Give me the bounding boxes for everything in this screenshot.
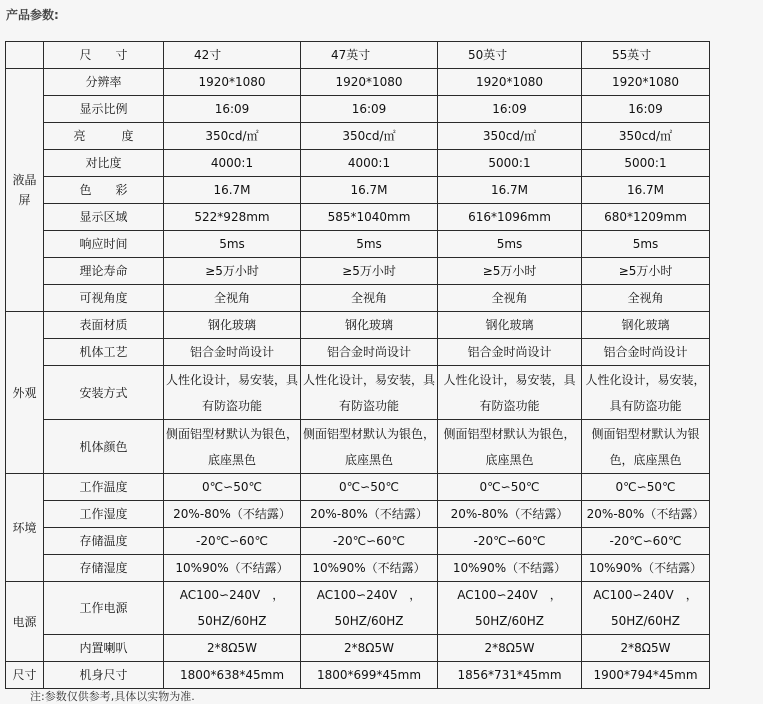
value-cell: 铝合金时尚设计 <box>164 339 301 366</box>
value-cell: 1920*1080 <box>164 69 301 96</box>
table-row <box>6 123 710 150</box>
value-cell: 350cd/㎡ <box>438 123 582 150</box>
value-cell: 钢化玻璃 <box>438 312 582 339</box>
row-label: 亮 度 <box>44 123 164 150</box>
value-cell: 侧面铝型材默认为银色，底座黑色 <box>301 420 438 474</box>
table-row <box>6 474 710 501</box>
value-cell: 20%-80%（不结露） <box>438 501 582 528</box>
table-row <box>6 555 710 582</box>
value-cell: 钢化玻璃 <box>164 312 301 339</box>
value-cell: 16:09 <box>301 96 438 123</box>
row-label: 存储湿度 <box>44 555 164 582</box>
row-label: 内置喇叭 <box>44 635 164 662</box>
value-cell: 350cd/㎡ <box>301 123 438 150</box>
value-cell: 16:09 <box>582 96 710 123</box>
value-cell: 人性化设计，易安装，具有防盗功能 <box>438 366 582 420</box>
table-row <box>6 366 710 420</box>
value-cell: 5ms <box>438 231 582 258</box>
value-cell: 0℃∽50℃ <box>164 474 301 501</box>
value-cell: 5ms <box>301 231 438 258</box>
table-row <box>6 231 710 258</box>
value-cell: 20%-80%（不结露） <box>301 501 438 528</box>
value-cell: 人性化设计，易安装，具有防盗功能 <box>582 366 710 420</box>
size-cell: 55英寸 <box>582 42 710 69</box>
value-cell: -20℃∽60℃ <box>301 528 438 555</box>
value-cell: 10%90%（不结露） <box>164 555 301 582</box>
value-cell: 680*1209mm <box>582 204 710 231</box>
value-cell: 铝合金时尚设计 <box>301 339 438 366</box>
value-cell: 16:09 <box>438 96 582 123</box>
row-label: 存储温度 <box>44 528 164 555</box>
category-cell-power: 电源 <box>6 582 44 662</box>
value-cell: AC100∽240V ，50HZ/60HZ <box>582 582 710 635</box>
row-label: 对比度 <box>44 150 164 177</box>
value-cell: 5000:1 <box>438 150 582 177</box>
value-cell: 10%90%（不结露） <box>438 555 582 582</box>
value-cell: 2*8Ω5W <box>582 635 710 662</box>
row-label: 显示比例 <box>44 96 164 123</box>
value-cell: -20℃∽60℃ <box>164 528 301 555</box>
row-label: 机身尺寸 <box>44 662 164 689</box>
category-cell-appearance: 外观 <box>6 312 44 474</box>
value-cell: -20℃∽60℃ <box>582 528 710 555</box>
table-row <box>6 285 710 312</box>
value-cell: 20%-80%（不结露） <box>582 501 710 528</box>
row-label: 安装方式 <box>44 366 164 420</box>
category-cell-lcd: 液晶屏 <box>6 69 44 312</box>
table-row <box>6 42 710 69</box>
row-label: 理论寿命 <box>44 258 164 285</box>
row-label: 工作温度 <box>44 474 164 501</box>
value-cell: 16.7M <box>301 177 438 204</box>
table-row <box>6 258 710 285</box>
value-cell: -20℃∽60℃ <box>438 528 582 555</box>
size-cell: 50英寸 <box>438 42 582 69</box>
value-cell: 20%-80%（不结露） <box>164 501 301 528</box>
value-cell: 1920*1080 <box>301 69 438 96</box>
value-cell: 1920*1080 <box>438 69 582 96</box>
value-cell: ≥5万小时 <box>582 258 710 285</box>
table-row <box>6 420 710 474</box>
table-row <box>6 339 710 366</box>
row-label: 显示区域 <box>44 204 164 231</box>
category-cell-environment: 环境 <box>6 474 44 582</box>
value-cell: 16.7M <box>438 177 582 204</box>
table-row <box>6 635 710 662</box>
value-cell: 10%90%（不结露） <box>301 555 438 582</box>
table-row <box>6 96 710 123</box>
value-cell: 1800*699*45mm <box>301 662 438 689</box>
row-label: 响应时间 <box>44 231 164 258</box>
table-row <box>6 69 710 96</box>
value-cell: 350cd/㎡ <box>164 123 301 150</box>
value-cell: 4000:1 <box>301 150 438 177</box>
value-cell: 4000:1 <box>164 150 301 177</box>
value-cell: 1900*794*45mm <box>582 662 710 689</box>
table-row <box>6 582 710 635</box>
table-row <box>6 501 710 528</box>
value-cell: 350cd/㎡ <box>582 123 710 150</box>
value-cell: 钢化玻璃 <box>301 312 438 339</box>
row-label: 工作湿度 <box>44 501 164 528</box>
value-cell: 2*8Ω5W <box>164 635 301 662</box>
page-title: 产品参数: <box>6 8 59 22</box>
value-cell: 铝合金时尚设计 <box>582 339 710 366</box>
value-cell: 全视角 <box>164 285 301 312</box>
row-label: 机体颜色 <box>44 420 164 474</box>
value-cell: AC100∽240V ，50HZ/60HZ <box>301 582 438 635</box>
size-cell: 42寸 <box>164 42 301 69</box>
value-cell: 16.7M <box>164 177 301 204</box>
category-cell-dimensions: 尺寸 <box>6 662 44 689</box>
value-cell: 1920*1080 <box>582 69 710 96</box>
value-cell: 2*8Ω5W <box>438 635 582 662</box>
value-cell: 1800*638*45mm <box>164 662 301 689</box>
footnote: 注:参数仅供参考,具体以实物为准. <box>30 690 195 703</box>
row-label: 可视角度 <box>44 285 164 312</box>
row-label: 表面材质 <box>44 312 164 339</box>
value-cell: 2*8Ω5W <box>301 635 438 662</box>
row-label: 机体工艺 <box>44 339 164 366</box>
value-cell: 16:09 <box>164 96 301 123</box>
row-label: 尺 寸 <box>44 42 164 69</box>
value-cell: AC100∽240V ，50HZ/60HZ <box>164 582 301 635</box>
value-cell: 5ms <box>164 231 301 258</box>
value-cell: 全视角 <box>582 285 710 312</box>
value-cell: 全视角 <box>301 285 438 312</box>
value-cell: 616*1096mm <box>438 204 582 231</box>
table-row <box>6 662 710 689</box>
table-row <box>6 177 710 204</box>
table-row <box>6 312 710 339</box>
row-label: 分辨率 <box>44 69 164 96</box>
value-cell: 全视角 <box>438 285 582 312</box>
row-label: 工作电源 <box>44 582 164 635</box>
value-cell: 人性化设计，易安装，具有防盗功能 <box>301 366 438 420</box>
value-cell: 侧面铝型材默认为银色，底座黑色 <box>582 420 710 474</box>
value-cell: 0℃∽50℃ <box>438 474 582 501</box>
value-cell: 铝合金时尚设计 <box>438 339 582 366</box>
spec-table <box>5 41 710 689</box>
value-cell: 1856*731*45mm <box>438 662 582 689</box>
value-cell: 522*928mm <box>164 204 301 231</box>
table-row <box>6 204 710 231</box>
value-cell: ≥5万小时 <box>301 258 438 285</box>
row-label: 色 彩 <box>44 177 164 204</box>
value-cell: ≥5万小时 <box>164 258 301 285</box>
value-cell: 钢化玻璃 <box>582 312 710 339</box>
value-cell: ≥5万小时 <box>438 258 582 285</box>
value-cell: 5ms <box>582 231 710 258</box>
value-cell: 侧面铝型材默认为银色，底座黑色 <box>438 420 582 474</box>
value-cell: 585*1040mm <box>301 204 438 231</box>
header-blank-cell <box>6 42 44 69</box>
value-cell: 10%90%（不结露） <box>582 555 710 582</box>
value-cell: 侧面铝型材默认为银色，底座黑色 <box>164 420 301 474</box>
value-cell: 5000:1 <box>582 150 710 177</box>
value-cell: 16.7M <box>582 177 710 204</box>
value-cell: 0℃∽50℃ <box>301 474 438 501</box>
table-row <box>6 528 710 555</box>
value-cell: AC100∽240V ，50HZ/60HZ <box>438 582 582 635</box>
value-cell: 0℃∽50℃ <box>582 474 710 501</box>
size-cell: 47英寸 <box>301 42 438 69</box>
value-cell: 人性化设计，易安装，具有防盗功能 <box>164 366 301 420</box>
table-row <box>6 150 710 177</box>
